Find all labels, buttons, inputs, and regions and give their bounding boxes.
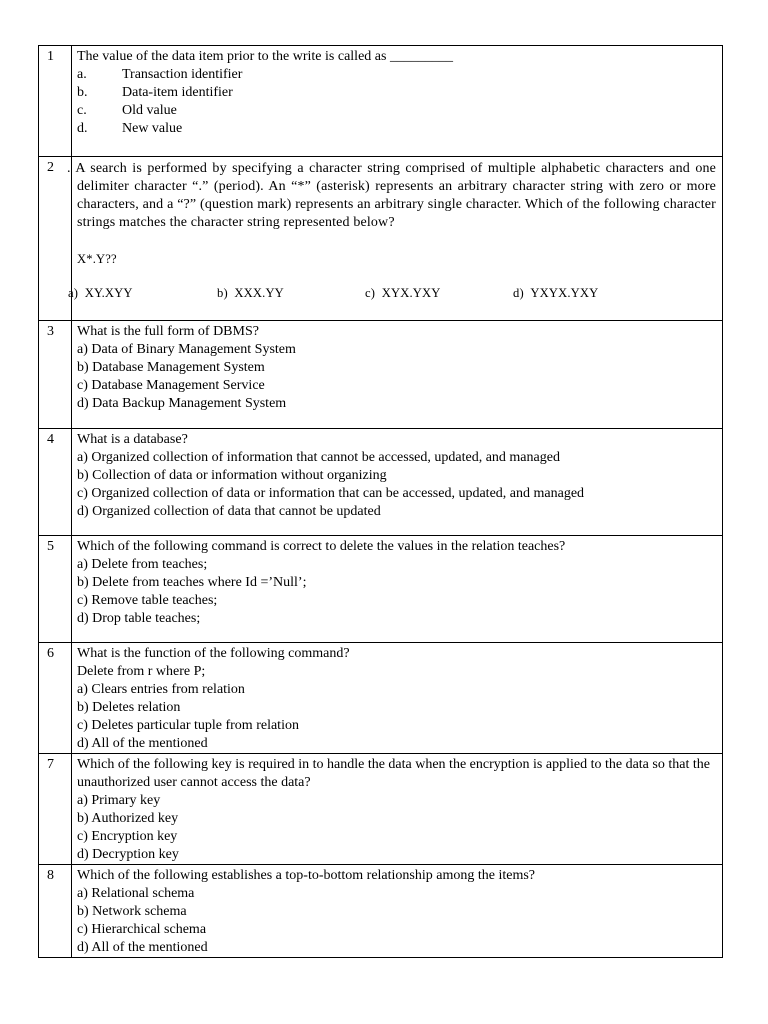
table-row: [39, 157, 723, 321]
option-letter: d.: [77, 121, 88, 136]
option-item: d) Organized collection of data that cannot be updated: [77, 504, 381, 519]
option-item: a) Delete from teaches;: [77, 557, 208, 572]
option-item: a) Primary key: [77, 793, 161, 808]
option-text: New value: [122, 121, 183, 136]
question-cell: [72, 865, 723, 958]
option-item: d) All of the mentioned: [77, 940, 208, 955]
option-item: [77, 102, 716, 120]
option-item: d) Drop table teaches;: [77, 611, 201, 626]
question-text: A search is performed by specifying a character string comprised of multiple alphabetic characters and one delimiter character “.” (period). An “*” (asterisk) represents an arbitrary character string with zero or more characters, and a “?” (question mark) represents an arbitrary single character. Which of the following character strings matches the character string represented below?: [75, 161, 716, 230]
table-row: [39, 865, 723, 958]
question-text: The value of the data item prior to the write is called as _________: [77, 49, 453, 64]
option-text: XY.XYY: [84, 286, 133, 300]
option-item: b) Deletes relation: [77, 700, 181, 715]
question-number: 7: [39, 754, 72, 865]
option-item: b) Network schema: [77, 904, 187, 919]
option-item: [513, 284, 598, 302]
option-text: Old value: [122, 103, 177, 118]
question-cell: [72, 429, 723, 536]
option-letter: a): [68, 286, 79, 300]
question-number: 1: [39, 46, 72, 157]
option-text: Transaction identifier: [122, 67, 243, 82]
option-item: c) Deletes particular tuple from relation: [77, 718, 299, 733]
option-letter: c): [365, 286, 376, 300]
question-cell: [72, 754, 723, 865]
search-expression: X*.Y??: [77, 252, 117, 266]
option-item: b) Delete from teaches where Id =’Null’;: [77, 575, 307, 590]
option-text: Data-item identifier: [122, 85, 233, 100]
option-letter: b): [217, 286, 228, 300]
option-item: b) Collection of data or information without organizing: [77, 468, 387, 483]
question-number: 2: [39, 157, 72, 321]
question-number: 4: [39, 429, 72, 536]
question-table: [38, 45, 723, 958]
option-letter: d): [513, 286, 524, 300]
option-item: a) Data of Binary Management System: [77, 342, 296, 357]
option-item: [365, 284, 513, 302]
option-item: c) Remove table teaches;: [77, 593, 218, 608]
option-item: c) Hierarchical schema: [77, 922, 207, 937]
question-cell: [67, 157, 723, 321]
option-text: XXX.YY: [234, 286, 284, 300]
option-letter: b.: [77, 85, 88, 100]
option-item: a) Clears entries from relation: [77, 682, 245, 697]
question-text: What is the function of the following command?: [77, 646, 350, 661]
option-item: [217, 284, 365, 302]
question-text: Which of the following key is required in to handle the data when the encryption is applied to the data so that the unauthorized user cannot access the data?: [77, 757, 710, 790]
option-text: XYX.YXY: [381, 286, 441, 300]
option-item: d) Decryption key: [77, 847, 179, 862]
option-item: c) Organized collection of data or information that can be accessed, updated, and managed: [77, 486, 585, 501]
option-list: [68, 284, 716, 302]
question-text: What is a database?: [77, 432, 188, 447]
option-text: YXYX.YXY: [530, 286, 599, 300]
question-text: Which of the following command is correct to delete the values in the relation teaches?: [77, 539, 566, 554]
question-cell: [72, 46, 723, 157]
question-cell: [72, 321, 723, 429]
option-item: b) Authorized key: [77, 811, 179, 826]
question-number: 6: [39, 643, 72, 754]
option-item: [77, 84, 716, 102]
option-item: a) Organized collection of information that cannot be accessed, updated, and managed: [77, 450, 560, 465]
option-letter: a.: [77, 67, 87, 82]
question-text: Which of the following establishes a top-to-bottom relationship among the items?: [77, 868, 536, 883]
question-number: 3: [39, 321, 72, 429]
table-row: [39, 643, 723, 754]
question-cell: [72, 536, 723, 643]
command-text: Delete from r where P;: [77, 664, 206, 679]
option-item: d) All of the mentioned: [77, 736, 208, 751]
question-text: What is the full form of DBMS?: [77, 324, 259, 339]
option-item: c) Database Management Service: [77, 378, 265, 393]
option-item: [77, 120, 716, 138]
option-item: c) Encryption key: [77, 829, 178, 844]
table-row: [39, 321, 723, 429]
question-lead-mark: .: [67, 161, 71, 176]
table-row: [39, 429, 723, 536]
option-item: d) Data Backup Management System: [77, 396, 287, 411]
table-row: [39, 536, 723, 643]
option-item: a) Relational schema: [77, 886, 195, 901]
option-letter: c.: [77, 103, 87, 118]
option-item: [68, 284, 217, 302]
question-number: 8: [39, 865, 72, 958]
option-item: b) Database Management System: [77, 360, 265, 375]
table-row: [39, 46, 723, 157]
table-row: [39, 754, 723, 865]
option-item: [77, 66, 716, 84]
question-cell: [72, 643, 723, 754]
question-number: 5: [39, 536, 72, 643]
